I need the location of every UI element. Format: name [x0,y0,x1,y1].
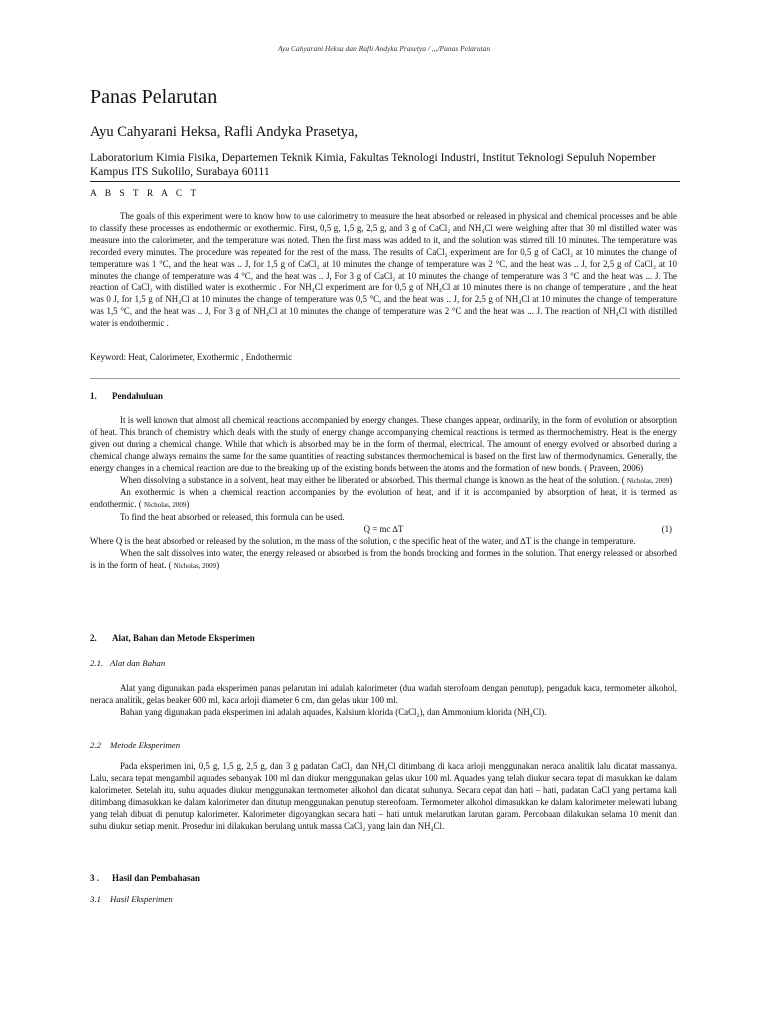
section-1-paragraph-4: To find the heat absorbed or released, this formula can be used. [120,512,345,523]
citation: Nicholas, 2009 [626,476,670,485]
paper-title: Panas Pelarutan [90,86,218,108]
section-1-paragraph-5: Where Q is the heat absorbed or released by the solution, m the mass of the solution, c the specific heat of the water, and ∆T is the change in temperature. [90,536,636,547]
subsection-2-2-title: Metode Eksperimen [110,740,181,750]
affiliation: Laboratorium Kimia Fisika, Departemen Teknik Kimia, Fakultas Teknologi Industri, Institut Teknologi Sepuluh Nopember Kampus ITS Sukolilo, Surabaya 60111 [90,152,656,178]
subsection-2-2-body [90,761,677,832]
section-1-paragraph-6: When the salt dissolves into water, the energy released or absorbed is from the bonds brocking and formes in the solution. That energy released or absorbed is in the form of heat. ( Nicholas, 2009) [90,548,677,570]
equation-row [90,524,677,536]
subsection-2-1-title: Alat dan Bahan [110,658,166,668]
subsection-3-1-heading [90,894,173,904]
section-3-heading [90,873,200,883]
subsection-2-2-number: 2.2 [90,740,101,750]
subsection-2-1-heading [90,658,165,668]
section-1-paragraph-3: An exothermic is when a chemical reaction accompanies by the evolution of heat, and if it is accompanied by absorption of heat, it is termed as endothermic. ( Nicholas, 2009) [90,487,677,510]
abstract-text: The goals of this experiment were to know how to use calorimetry to measure the heat absorbed or released in physical and chemical processes and be able to classify these processes as endothermic or exothermic. First, 0,5 g, 1,5 g, 2,5 g, and 3 g of CaCl₂ and NH₄Cl were weighing after that 30 ml distilled water was measure into the calorimeter, and the temperature was noted. Then the first mass was added to it, and the solution was stirred till 10 minutes. The temperature was recorded every minutes. The procedure was repeated for the rest of the mass. The results of CaCl₂ experiment are for 0,5 g of CaCl₂ at 10 minutes the change of temperature was 1 °C, and the heat was .. J, for 1,5 g of CaCl₂ at 10 minutes the change of temperature was 2 °C, and the heat was .. J, for 2,5 g of CaCl₂ at 10 minutes the change of temperature was 4 °C, and the heat was .. J, For 3 g of CaCl₂ at 10 minutes the change of temperature was 3 °C and the heat was ... J. The reaction of CaCl₂ with distilled water is exothermic . For NH₄Cl experiment are for 0,5 g of NH₄Cl at 10 minutes there is no change of temperature , and the heat was 0 J, for 1,5 g of NH₄Cl at 10 minutes the change of temperature was 0,5 °C, and the heat was .. J, for 2,5 g of NH₄Cl at 10 minutes the change of temperature was 1,5 °C, and the heat was .. J, For 3 g of NH₄Cl at 10 minutes the change of temperature was 2 °C and the heat was ... J. The reaction of NH₄Cl with distilled water is endothermic . [90,211,677,329]
para-text: When the salt dissolves into water, the energy released or absorbed is from the bonds brocking and formes in the solution. That energy released or absorbed is in the form of heat. ( [90,548,677,570]
abstract-rule [90,378,680,379]
authors: Ayu Cahyarani Heksa, Rafli Andyka Prasetya, [90,124,359,140]
section-3-title: Hasil dan Pembahasan [112,873,201,883]
section-1-title: Pendahuluan [112,391,164,401]
running-head: Ayu Cahyarani Heksa dan Rafli Andyka Prasetya / ,,,/Panas Pelarutan [277,44,491,53]
section-2-title: Alat, Bahan dan Metode Eksperimen [112,633,255,643]
subsection-2-1-body [90,683,677,719]
para-text: When dissolving a substance in a solvent, heat may either be liberated or absorbed. This thermal change is known as the heat of the solution. ( [120,474,625,485]
citation: Nicholas, 2009 [173,561,217,570]
section-1-body [90,415,677,573]
section-1-paragraph-1: It is well known that almost all chemical reactions accompanied by energy changes. These changes appear, ordinarily, in the form of evolution or absorption of heat. This branch of chemistry which deals with the study of energy change accompanying chemical reactions is termed as thermochemistry. Heat is the energy given out during a chemical change. While that which is absorbed may be in the form of thermal, electrical. The amount of energy evolved or absorbed during a chemical change always remains the same for the same quantities of reacting substances thermochemical is based on the first law of thermodynamics. Generally, the energy changes in a chemical reaction are due to the breaking up of the existing bonds between the atoms and the formation of new bonds. ( Praveen, 2006) [90,415,677,473]
subsection-2-1-number: 2.1. [90,658,104,668]
abstract-heading: A B S T R A C T [90,189,200,199]
equation: Q = mc ∆T [363,524,404,535]
section-2-number: 2. [90,633,97,643]
citation: Nicholas, 2009 [143,501,187,510]
section-1-number: 1. [90,391,97,401]
header-rule [90,181,680,182]
keywords: Keyword: Heat, Calorimeter, Exothermic , Endothermic [90,352,293,362]
abstract-body [90,211,677,330]
section-2-heading [90,633,255,643]
para-text: An exothermic is when a chemical reaction accompanies by the evolution of heat, and if it is accompanied by absorption of heat, it is termed as endothermic. ( [90,487,677,510]
subsection-2-1-paragraph-2: Bahan yang digunakan pada eksperimen ini adalah aquades, Kalsium klorida (CaCl₂), dan Ammonium klorida (NH₄Cl). [120,706,547,717]
section-3-number: 3 . [90,873,99,883]
subsection-2-2-paragraph-1: Pada eksperimen ini, 0,5 g, 1,5 g, 2,5 g, dan 3 g padatan CaCl₂ dan NH₄Cl ditimbang di kaca arloji menggunakan neraca analitik lalu dicatat massanya. Lalu, secara tepat mengambil aquades sebanyak 100 ml dan diukur menggunakan gelas ukur 100 ml. Aquades yang telah diukur secara tepat di masukkan ke dalam kalorimeter. Setelah itu, suhu aquades diukur menggunakan termometer alkohol dan dicatat suhunya. Secara cepat dan hati – hati, padatan CaCl yang pertama kali ditimbang dimasukkan ke dalam kalorimeter dan ditutup menggunakan penutup stereofoam. Termometer alkohol dimasukkan ke dalam kalorimeter melewati lubang yang telah dibuat di penutup kalorimeter. Kalorimeter digoyangkan secara hati – hati untuk melarutkan larutan garam. Percobaan dilakukan selama 10 menit dan suhu diukur setiap menit. Prosedur ini dilakukan berulang untuk massa CaCl₂ yang lain dan NH₄Cl. [90,761,677,831]
subsection-3-1-number: 3.1 [90,894,101,904]
section-1-heading [90,391,163,401]
subsection-2-1-paragraph-1: Alat yang digunakan pada eksperimen panas pelarutan ini adalah kalorimeter (dua wadah sterofoam dengan penutup), pengaduk kaca, termometer alkohol, neraca analitik, gelas beaker 600 ml, kaca arloji diameter 6 cm, dan gelas ukur 100 ml. [90,683,677,705]
equation-number: (1) [661,524,672,535]
subsection-2-2-heading [90,740,180,750]
subsection-3-1-title: Hasil Eksperimen [110,894,173,904]
section-1-paragraph-2: When dissolving a substance in a solvent, heat may either be liberated or absorbed. This thermal change is known as the heat of the solution. ( Nicholas, 2009) [120,474,673,485]
